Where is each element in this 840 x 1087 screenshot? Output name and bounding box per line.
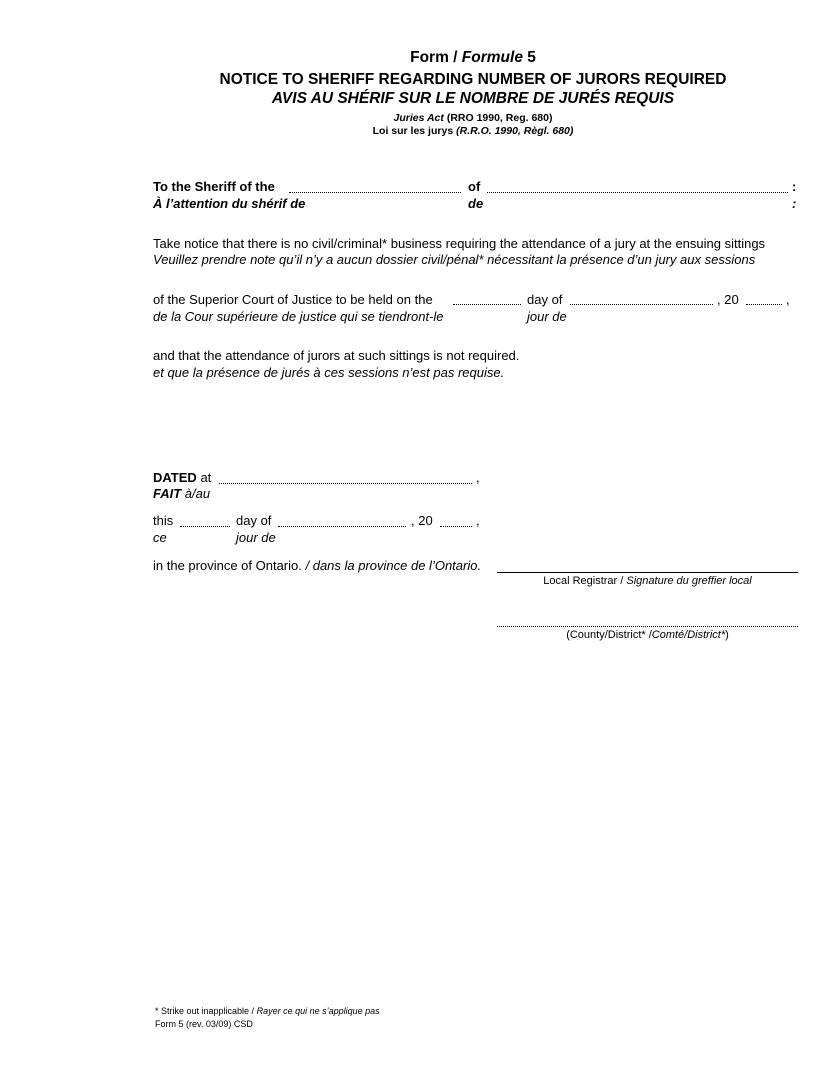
- strike-fr: Rayer ce qui ne s’applique pas: [256, 1006, 380, 1016]
- sheriff-name-field[interactable]: [289, 192, 461, 193]
- court-text-fr: de la Cour supérieure de justice qui se tiendront-le: [153, 309, 444, 324]
- act-ref: (RRO 1990, Reg. 680): [446, 112, 553, 124]
- act-name: Juries Act: [393, 112, 444, 124]
- county-fr: Comté/District*: [651, 629, 726, 641]
- dated-label: DATED: [153, 470, 197, 485]
- province-line: [153, 558, 481, 573]
- act-reference: [0, 112, 840, 124]
- dated-day-field[interactable]: [180, 526, 230, 527]
- strike-en: * Strike out inapplicable /: [155, 1006, 255, 1016]
- act-name-fr: Loi sur les jurys: [372, 125, 454, 137]
- court-text-en: of the Superior Court of Justice to be held on the: [153, 292, 433, 307]
- au-label: à/au: [184, 486, 211, 501]
- form-number: 5: [527, 49, 536, 66]
- of-label-fr: de: [468, 196, 484, 211]
- province-en: in the province of Ontario.: [153, 558, 302, 573]
- sittings-day-field[interactable]: [453, 304, 521, 305]
- sittings-year-field[interactable]: [746, 304, 782, 305]
- sittings-month-field[interactable]: [570, 304, 713, 305]
- county-caption: [497, 629, 798, 641]
- dated-comma: ,: [476, 470, 480, 485]
- dated-year-comma: ,: [476, 513, 480, 528]
- dated-year-prefix: , 20: [411, 513, 433, 528]
- registrar-fr: Signature du greffier local: [626, 575, 752, 587]
- to-sheriff-label-fr: À l’attention du shérif de: [153, 196, 306, 211]
- county-district-field[interactable]: [497, 626, 798, 627]
- notice-text-fr: Veuillez prendre note qu’il n’y a aucun dossier civil/pénal* nécessitant la présence d’un jury aux sessions: [153, 252, 756, 267]
- registrar-en: Local Registrar /: [543, 575, 624, 587]
- dated-month-field[interactable]: [278, 526, 406, 527]
- act-reference-fr: [0, 125, 840, 137]
- form-revision: Form 5 (rev. 03/09) CSD: [155, 1019, 253, 1029]
- province-fr: / dans la province de l’Ontario.: [305, 558, 482, 573]
- dated-day-of-label: day of: [236, 513, 272, 528]
- dated-jour-de-label: jour de: [236, 530, 276, 545]
- county-close: ): [725, 629, 729, 641]
- county-open: (County/District* /: [566, 629, 652, 641]
- colon-fr: :: [792, 196, 797, 211]
- of-label: of: [468, 179, 481, 194]
- dated-at-label: [153, 470, 211, 485]
- fait-au-label: [153, 486, 210, 501]
- dated-place-field[interactable]: [219, 483, 472, 484]
- not-required-fr: et que la présence de jurés à ces sessions n’est pas requise.: [153, 365, 505, 380]
- registrar-signature-line[interactable]: [497, 572, 798, 573]
- sheriff-location-field[interactable]: [487, 192, 788, 193]
- year-prefix: , 20: [717, 292, 739, 307]
- form-label-fr: Formule: [461, 49, 523, 66]
- registrar-caption: [497, 575, 798, 587]
- colon-en: :: [792, 179, 797, 194]
- title-en: NOTICE TO SHERIFF REGARDING NUMBER OF JURORS REQUIRED: [219, 71, 727, 88]
- day-of-label: day of: [527, 292, 563, 307]
- form-number-heading: [0, 49, 840, 67]
- dated-year-field[interactable]: [440, 526, 472, 527]
- form-label: Form /: [410, 49, 458, 66]
- notice-text-en: Take notice that there is no civil/criminal* business requiring the attendance of a jury at the ensuing sittings: [153, 236, 766, 251]
- title-fr: AVIS AU SHÉRIF SUR LE NOMBRE DE JURÉS REQUIS: [271, 90, 675, 107]
- to-sheriff-label: To the Sheriff of the: [153, 179, 275, 194]
- fait-label: FAIT: [153, 486, 182, 501]
- court-comma: ,: [786, 292, 790, 307]
- this-label: this: [153, 513, 174, 528]
- ce-label: ce: [153, 530, 167, 545]
- not-required-en: and that the attendance of jurors at such sittings is not required.: [153, 348, 520, 363]
- at-label: at: [200, 470, 212, 485]
- day-of-label-fr: jour de: [527, 309, 567, 324]
- act-ref-fr: (R.R.O. 1990, Règl. 680): [456, 125, 574, 137]
- strike-note: [155, 1006, 380, 1016]
